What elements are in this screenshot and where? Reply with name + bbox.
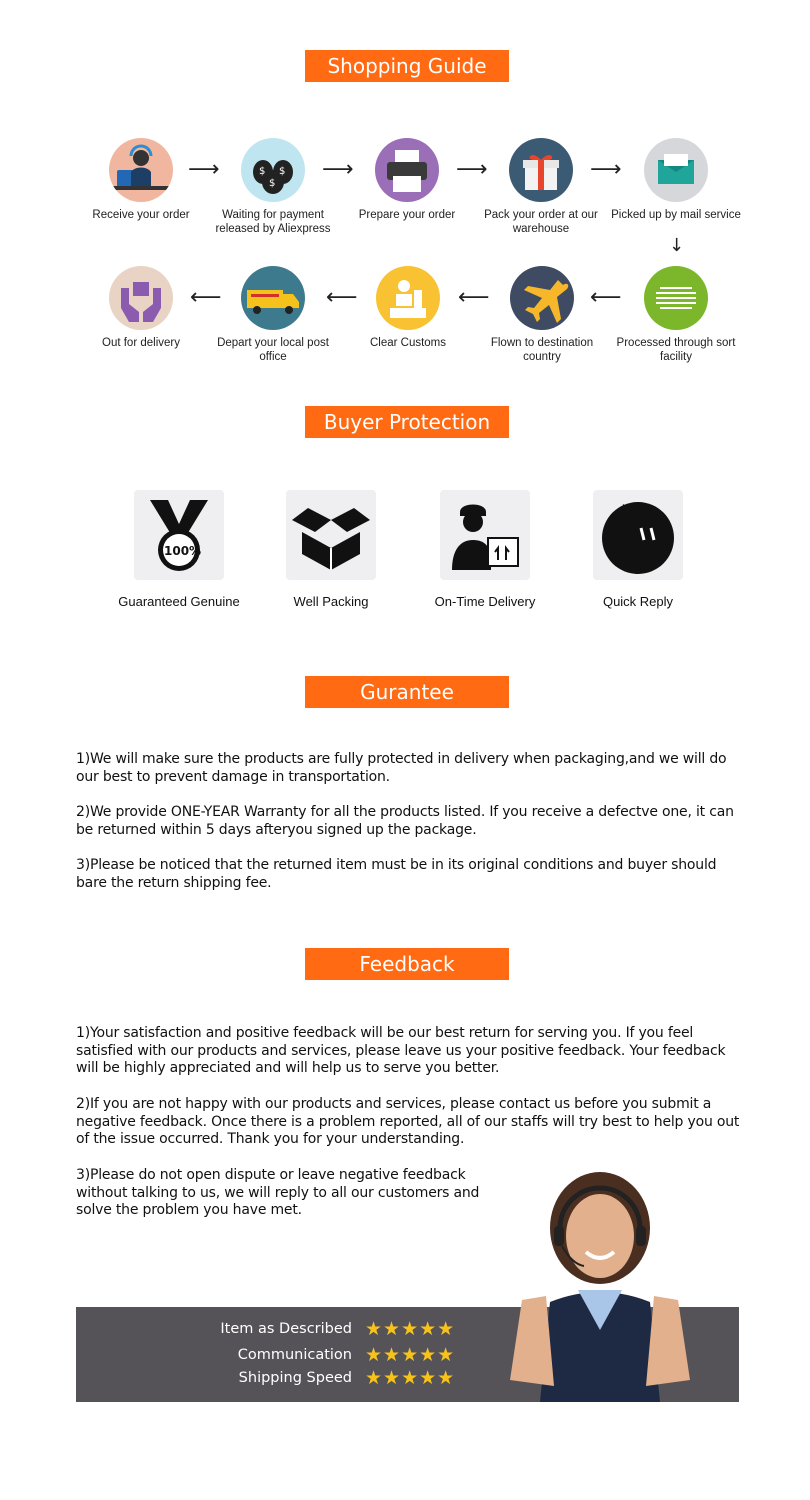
rating-row	[76, 1367, 376, 1389]
step-waiting-payment	[208, 138, 338, 236]
feedback-paragraph: 3)Please do not open dispute or leave negative feedback without talking to us, we will reply to all our customers and solve the problem you have met.	[76, 1167, 480, 1218]
courier-icon	[440, 490, 530, 580]
step-processed-sort	[611, 266, 741, 364]
rating-label: Shipping Speed	[238, 1370, 352, 1386]
envelope-icon	[644, 138, 708, 202]
customer-service-icon	[109, 138, 173, 202]
guarantee-paragraph: 2)We provide ONE-YEAR Warranty for all the products listed. If you receive a defectve one, it can be returned within 5 days afteryou signed up the package.	[76, 804, 734, 838]
step-pack-order	[476, 138, 606, 236]
step-receive-order	[76, 138, 206, 222]
sort-lines-icon	[644, 266, 708, 330]
badge-text: 100%	[164, 544, 202, 558]
step-label: Out for delivery	[102, 337, 180, 349]
money-bags-icon	[241, 138, 305, 202]
protection-label: Guaranteed Genuine	[118, 594, 240, 609]
rating-row	[76, 1318, 376, 1340]
step-flown-destination	[477, 266, 607, 364]
rating-label: Communication	[237, 1347, 352, 1363]
step-prepare-order	[342, 138, 472, 222]
arrow-left-icon: ⟵	[326, 285, 358, 310]
arrow-right-icon: ⟶	[456, 157, 488, 182]
support-agent-image	[500, 1170, 700, 1402]
step-label: Clear Customs	[369, 337, 447, 349]
star-rating-icon: ★★★★★	[365, 1318, 456, 1340]
printer-icon	[375, 138, 439, 202]
step-label: Picked up by mail service	[611, 209, 741, 221]
rating-row	[76, 1344, 376, 1366]
arrow-left-icon: ⟵	[190, 285, 222, 310]
arrow-left-icon: ⟵	[590, 285, 622, 310]
airplane-icon	[510, 266, 574, 330]
svg-text:$: $	[279, 166, 286, 177]
step-label: Processed through sort facility	[616, 337, 736, 363]
svg-text:$: $	[259, 166, 266, 177]
step-picked-up	[611, 138, 741, 222]
delivery-truck-icon	[241, 266, 305, 330]
protection-genuine	[104, 490, 254, 609]
protection-reply	[563, 490, 713, 609]
chat-bubble-icon	[593, 490, 683, 580]
medal-100-icon	[134, 490, 224, 580]
arrow-right-icon: ⟶	[188, 157, 220, 182]
customs-officer-icon	[376, 266, 440, 330]
arrow-right-icon: ⟶	[322, 157, 354, 182]
star-rating-icon: ★★★★★	[365, 1344, 456, 1366]
protection-label: On-Time Delivery	[434, 594, 536, 609]
step-clear-customs	[343, 266, 473, 350]
step-label: Pack your order at our warehouse	[484, 209, 598, 235]
step-label: Waiting for payment released by Aliexpress	[215, 209, 331, 235]
feedback-paragraph: 1)Your satisfaction and positive feedback will be our best return for serving you. If you feel satisfied with our products and services, please leave us your positive feedback. Your feedback will be highly appreciated and will help us to serve you better.	[76, 1025, 726, 1076]
protection-label: Well Packing	[293, 594, 369, 609]
protection-label: Quick Reply	[602, 594, 674, 609]
rating-label: Item as Described	[220, 1321, 352, 1337]
buyer-protection-banner: Buyer Protection	[305, 406, 509, 438]
protection-packing	[256, 490, 406, 609]
step-out-for-delivery	[76, 266, 206, 350]
arrow-down-icon: ↓	[669, 235, 685, 256]
protection-delivery	[410, 490, 560, 609]
shopping-guide-banner: Shopping Guide	[305, 50, 509, 82]
guarantee-banner: Gurantee	[305, 676, 509, 708]
open-box-icon	[286, 490, 376, 580]
arrow-left-icon: ⟵	[458, 285, 490, 310]
feedback-paragraph: 2)If you are not happy with our products and services, please contact us before you submit a negative feedback. Once there is a problem reported, all of our staffs will try best to help you out of the issue occurred. Thank you for your understanding.	[76, 1096, 740, 1147]
svg-text:$: $	[269, 178, 276, 189]
step-label: Flown to destination country	[490, 337, 594, 363]
step-label: Prepare your order	[358, 209, 456, 221]
guarantee-paragraph: 3)Please be noticed that the returned item must be in its original conditions and buyer should bare the return shipping fee.	[76, 857, 717, 891]
feedback-banner: Feedback	[305, 948, 509, 980]
step-label: Depart your local post office	[217, 337, 329, 363]
step-label: Receive your order	[92, 209, 190, 221]
step-depart-post-office	[208, 266, 338, 364]
hands-box-icon	[109, 266, 173, 330]
star-rating-icon: ★★★★★	[365, 1367, 456, 1389]
gift-box-icon	[509, 138, 573, 202]
arrow-right-icon: ⟶	[590, 157, 622, 182]
guarantee-paragraph: 1)We will make sure the products are fully protected in delivery when packaging,and we will do our best to prevent damage in transportation.	[76, 751, 727, 785]
